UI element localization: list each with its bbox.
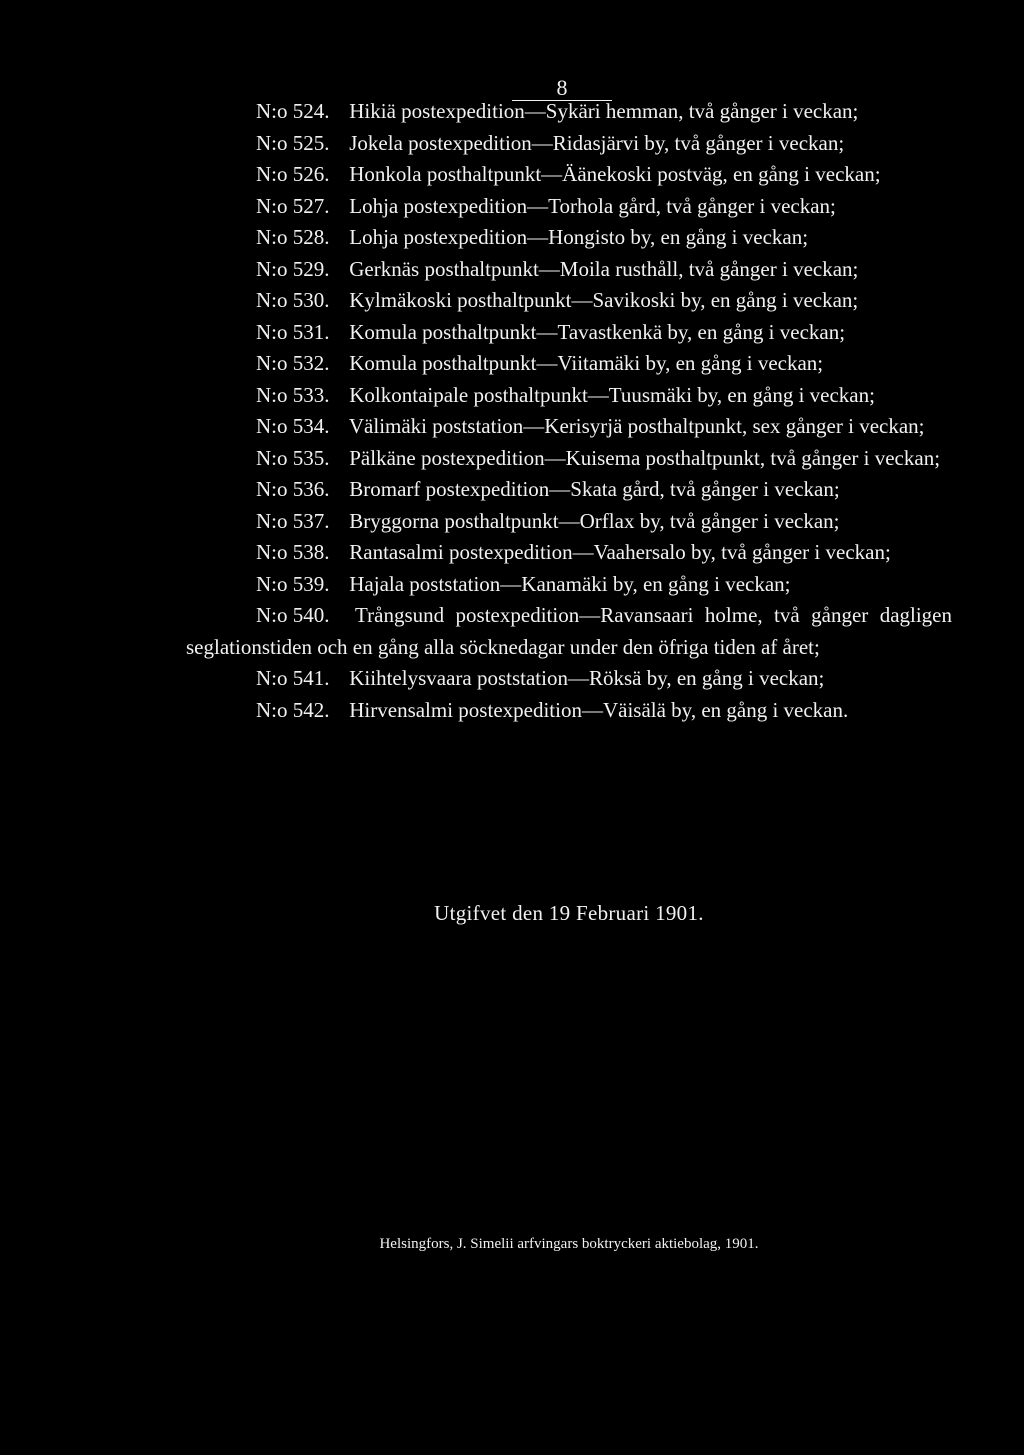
entry-text: Komula posthaltpunkt—Tavastkenkä by, en gång i veckan; bbox=[349, 319, 846, 344]
entry-number: N:o 529. bbox=[256, 256, 330, 281]
route-entry bbox=[186, 443, 952, 475]
route-entry bbox=[186, 537, 952, 569]
entry-number: N:o 524. bbox=[256, 99, 330, 123]
entry-text: Komula posthaltpunkt—Viitamäki by, en gång i veckan; bbox=[349, 351, 824, 375]
route-entry bbox=[186, 506, 952, 538]
entry-number: N:o 541. bbox=[256, 666, 330, 690]
route-entry bbox=[186, 348, 952, 380]
entry-number: N:o 538. bbox=[256, 540, 330, 564]
entry-text: Välimäki poststation—Kerisyrjä posthaltpunkt, sex gånger i veckan; bbox=[348, 414, 925, 438]
entry-text: Lohja postexpedition—Torhola gård, två gånger i veckan; bbox=[349, 193, 836, 218]
route-entry bbox=[186, 600, 952, 663]
entry-text: Hajala poststation—Kanamäki by, en gång i veckan; bbox=[349, 571, 791, 596]
route-entry bbox=[186, 285, 952, 317]
entry-number: N:o 535. bbox=[256, 445, 330, 470]
entry-number: N:o 542. bbox=[256, 697, 330, 722]
route-entry bbox=[186, 569, 952, 601]
entry-number: N:o 530. bbox=[256, 288, 330, 312]
entry-text: Trångsund postexpedition—Ravansaari holme, två gånger dagligen seglationstiden och en gång alla söcknedagar under den öfriga tiden af året; bbox=[186, 603, 953, 659]
entry-number: N:o 532. bbox=[256, 351, 330, 375]
entry-number: N:o 526. bbox=[256, 162, 330, 186]
route-entry bbox=[186, 96, 952, 128]
route-entry bbox=[186, 474, 952, 506]
entry-number: N:o 540. bbox=[256, 603, 330, 627]
entry-number: N:o 528. bbox=[256, 225, 330, 249]
entry-text: Bryggorna posthaltpunkt—Orflax by, två gånger i veckan; bbox=[349, 508, 840, 533]
entry-number: N:o 525. bbox=[256, 130, 330, 155]
entry-text: Gerknäs posthaltpunkt—Moila rusthåll, två gånger i veckan; bbox=[349, 256, 859, 281]
entry-number: N:o 539. bbox=[256, 571, 330, 596]
page-number: 8 bbox=[556, 75, 568, 100]
entry-number: N:o 533. bbox=[256, 382, 330, 407]
entry-text: Jokela postexpedition—Ridasjärvi by, två gånger i veckan; bbox=[349, 130, 845, 155]
route-entry bbox=[186, 159, 952, 191]
entry-number: N:o 537. bbox=[256, 508, 330, 533]
issue-date-line: Utgifvet den 19 Februari 1901. bbox=[434, 901, 704, 925]
route-entry bbox=[186, 411, 952, 443]
route-list bbox=[186, 96, 952, 726]
route-entry bbox=[186, 380, 952, 412]
entry-text: Pälkäne postexpedition—Kuisema posthaltpunkt, två gånger i veckan; bbox=[349, 445, 941, 470]
route-entry bbox=[186, 695, 952, 727]
entry-text: Hikiä postexpedition—Sykäri hemman, två gånger i veckan; bbox=[349, 99, 859, 123]
entry-number: N:o 527. bbox=[256, 193, 330, 218]
route-entry bbox=[186, 663, 952, 695]
entry-text: Honkola posthaltpunkt—Äänekoski postväg, en gång i veckan; bbox=[349, 162, 881, 186]
entry-text: Lohja postexpedition—Hongisto by, en gång i veckan; bbox=[349, 225, 809, 249]
route-entry bbox=[186, 191, 952, 223]
entry-text: Rantasalmi postexpedition—Vaahersalo by, två gånger i veckan; bbox=[349, 540, 891, 564]
entry-number: N:o 536. bbox=[256, 477, 330, 501]
entry-text: Kylmäkoski posthaltpunkt—Savikoski by, en gång i veckan; bbox=[349, 288, 859, 312]
route-entry bbox=[186, 222, 952, 254]
route-entry bbox=[186, 128, 952, 160]
entry-text: Bromarf postexpedition—Skata gård, två gånger i veckan; bbox=[349, 477, 840, 501]
entry-text: Kiihtelysvaara poststation—Röksä by, en gång i veckan; bbox=[349, 666, 825, 690]
entry-number: N:o 534. bbox=[256, 414, 330, 438]
entry-text: Kolkontaipale posthaltpunkt—Tuusmäki by, en gång i veckan; bbox=[349, 382, 875, 407]
route-entry bbox=[186, 317, 952, 349]
entry-text: Hirvensalmi postexpedition—Väisälä by, en gång i veckan. bbox=[349, 697, 849, 722]
route-entry bbox=[186, 254, 952, 286]
entry-number: N:o 531. bbox=[256, 319, 330, 344]
printer-imprint: Helsingfors, J. Simelii arfvingars boktryckeri aktiebolag, 1901. bbox=[379, 1236, 759, 1252]
